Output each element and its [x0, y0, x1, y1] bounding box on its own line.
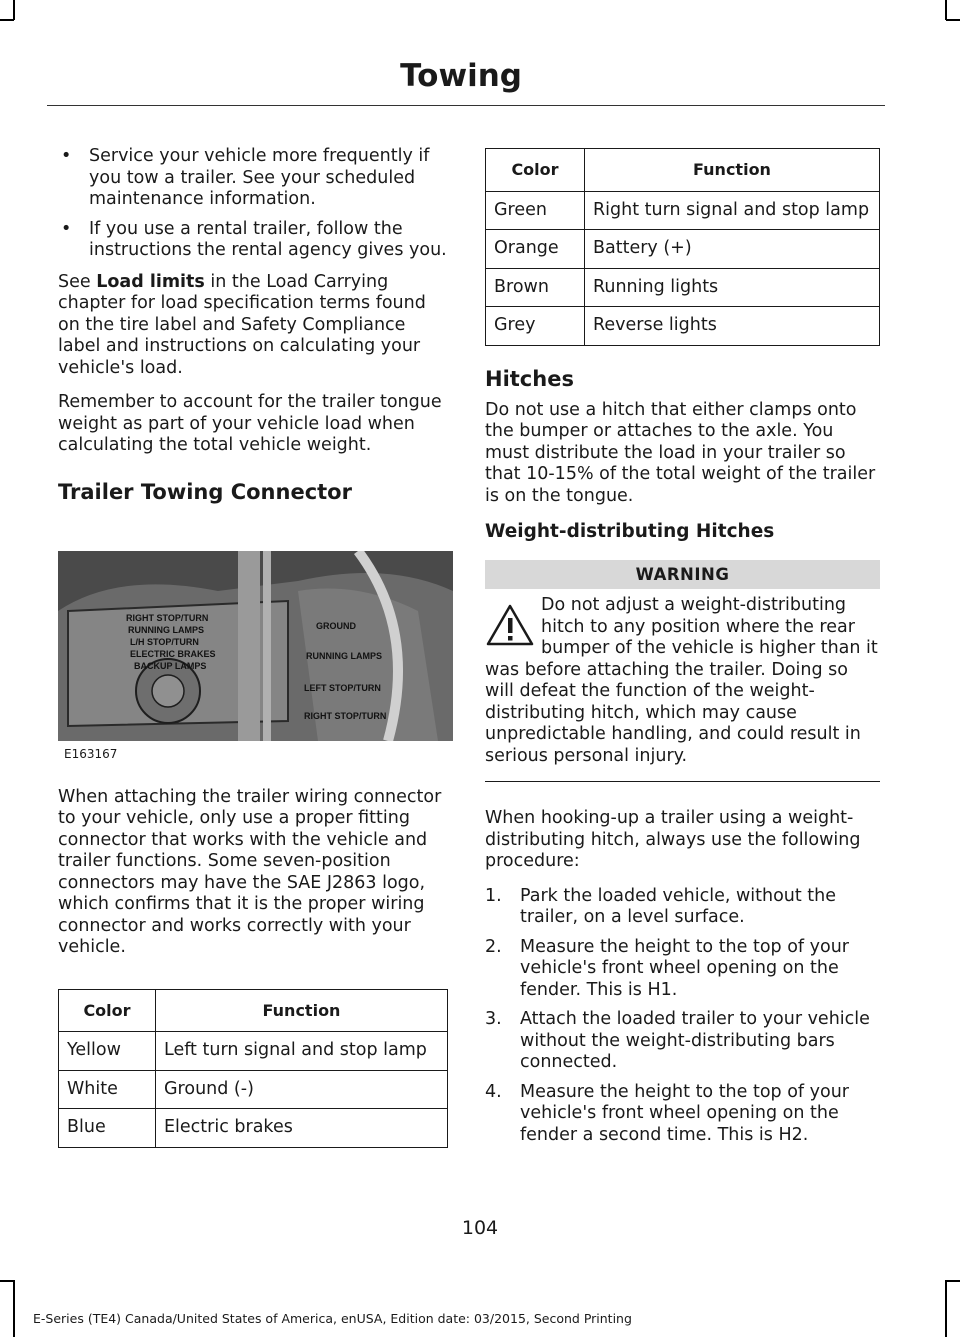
column-header-color: Color	[59, 989, 156, 1032]
table-cell: Running lights	[585, 268, 880, 307]
tongue-weight-paragraph: Remember to account for the trailer tongue weight as part of your vehicle load when calculating the total vehicle weight.	[58, 392, 442, 455]
table-cell: Green	[486, 191, 585, 230]
table-row	[59, 1032, 448, 1071]
step-number: 2.	[485, 936, 502, 957]
step-number: 4.	[485, 1081, 502, 1102]
crop-mark	[13, 0, 15, 20]
table-row	[486, 230, 880, 269]
page-title: Towing	[400, 58, 522, 94]
table-row	[59, 1109, 448, 1148]
step-text: Attach the loaded trailer to your vehicle without the weight-distributing bars connected.	[520, 1009, 870, 1072]
list-item	[485, 937, 880, 1002]
table-cell: Left turn signal and stop lamp	[156, 1032, 448, 1071]
column-header-color: Color	[486, 149, 585, 192]
footer-text: E-Series (TE4) Canada/United States of America, enUSA, Edition date: 03/2015, Second Printing	[33, 1311, 632, 1326]
table-row	[486, 307, 880, 346]
step-text: Measure the height to the top of your vehicle's front wheel opening on the fender. This is H1.	[520, 936, 849, 1000]
crop-mark	[13, 1280, 15, 1337]
left-column	[58, 146, 448, 1148]
connector-label: BACKUP LAMPS	[134, 660, 207, 671]
warning-triangle-icon	[485, 603, 535, 647]
table-cell: Right turn signal and stop lamp	[585, 191, 880, 230]
right-column	[485, 148, 880, 1154]
table-cell: Battery (+)	[585, 230, 880, 269]
connector-label: ELECTRIC BRAKES	[130, 648, 216, 659]
text-span: See	[58, 271, 97, 292]
crop-mark	[945, 1280, 947, 1337]
hitches-paragraph: Do not use a hitch that either clamps onto the bumper or attaches to the axle. You must distribute the load in your trailer so that 10-15% of the total weight of the trailer is on the tongue.	[485, 399, 876, 506]
text-span: in the Load Carrying chapter for load specification terms found on the tire label and Safety Compliance label and instructions on calculating your vehicle's load.	[58, 271, 426, 378]
wiring-table-left	[58, 989, 448, 1148]
load-limits-paragraph	[58, 272, 448, 380]
subsection-heading: Weight-distributing Hitches	[485, 521, 775, 542]
crop-mark	[0, 19, 14, 21]
table-cell: Ground (-)	[156, 1070, 448, 1109]
column-header-function: Function	[156, 989, 448, 1032]
list-item: • If you use a rental trailer, follow the instructions the rental agency gives you.	[58, 219, 448, 262]
connector-label: L/H STOP/TURN	[130, 636, 199, 647]
table-cell: Blue	[59, 1109, 156, 1148]
crop-mark	[946, 1280, 960, 1282]
table-cell: White	[59, 1070, 156, 1109]
table-cell: Grey	[486, 307, 585, 346]
step-number: 1.	[485, 885, 502, 906]
section-heading-hitches: Hitches	[485, 366, 574, 391]
load-limits-reference: Load limits	[96, 271, 205, 292]
list-item	[485, 1082, 880, 1147]
table-row	[486, 268, 880, 307]
procedure-paragraph: When hooking-up a trailer using a weight-distributing hitch, always use the following procedure:	[485, 808, 861, 871]
table-cell: Yellow	[59, 1032, 156, 1071]
table-header-row	[59, 989, 448, 1032]
list-item	[485, 886, 880, 929]
warning-text: Do not adjust a weight-distributing hitch to any position where the rear bumper of the vehicle is higher than it was before attaching the trailer. Doing so will defeat the function of the weight-distributing hitch, which may cause unpredictable handling, and could result in serious personal injury.	[485, 595, 878, 766]
warning-header: WARNING	[485, 560, 880, 589]
crop-mark	[946, 19, 960, 21]
connector-label: LEFT STOP/TURN	[304, 682, 381, 693]
table-row	[59, 1070, 448, 1109]
bullet-list	[58, 146, 448, 262]
table-cell: Electric brakes	[156, 1109, 448, 1148]
crop-mark	[0, 1280, 14, 1282]
page-number: 104	[461, 1217, 499, 1239]
table-cell: Brown	[486, 268, 585, 307]
connector-label: RUNNING LAMPS	[306, 650, 382, 661]
connector-photo	[58, 551, 453, 741]
connector-label: RIGHT STOP/TURN	[304, 710, 387, 721]
header-divider	[47, 105, 885, 106]
step-text: Park the loaded vehicle, without the trailer, on a level surface.	[520, 885, 837, 927]
list-item	[485, 1009, 880, 1074]
table-header-row	[486, 149, 880, 192]
image-code: E163167	[64, 746, 118, 761]
connector-label: GROUND	[316, 620, 356, 631]
connector-label: RUNNING LAMPS	[128, 624, 204, 635]
connector-label: RIGHT STOP/TURN	[126, 612, 209, 623]
list-item: • Service your vehicle more frequently if you tow a trailer. See your scheduled maintenance information.	[58, 146, 448, 211]
procedure-steps	[485, 886, 880, 1147]
section-heading-connector: Trailer Towing Connector	[58, 479, 352, 504]
warning-box	[485, 589, 880, 782]
crop-mark	[945, 0, 947, 20]
table-row	[486, 191, 880, 230]
connector-illustration	[58, 551, 453, 741]
column-header-function: Function	[585, 149, 880, 192]
step-number: 3.	[485, 1009, 502, 1029]
step-text: Measure the height to the top of your vehicle's front wheel opening on the fender a second time. This is H2.	[520, 1081, 849, 1145]
table-cell: Orange	[486, 230, 585, 269]
wiring-table-right	[485, 148, 880, 346]
table-cell: Reverse lights	[585, 307, 880, 346]
connector-paragraph: When attaching the trailer wiring connector to your vehicle, only use a proper fitting connector that works with the vehicle and trailer functions. Some seven-position connectors may have the SAE J2863 logo, which confirms that it is the proper wiring connector and works correctly with your vehicle.	[58, 786, 442, 957]
